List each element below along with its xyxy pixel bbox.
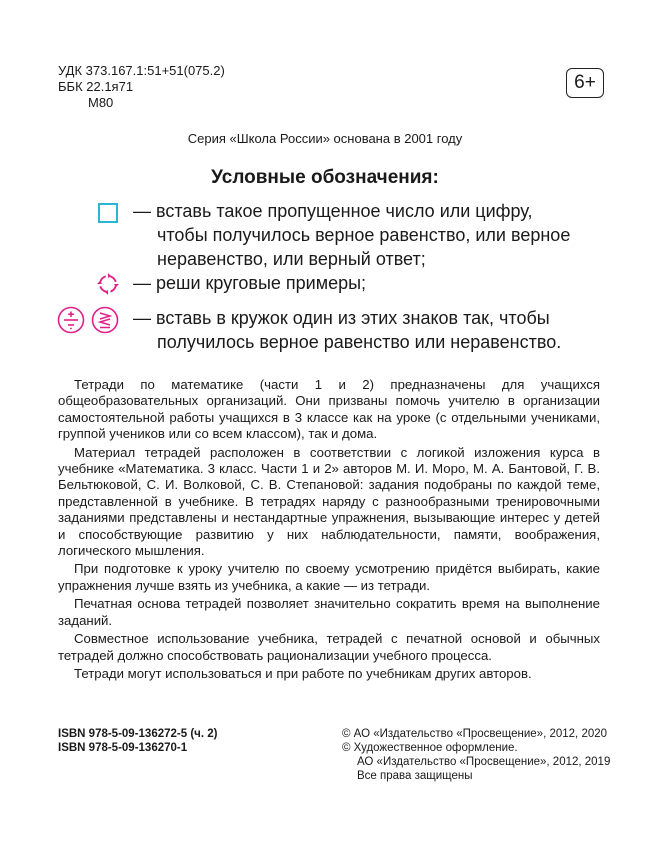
plus-minus-comparison-icon: [57, 306, 85, 334]
copyright-line: Все права защищены: [357, 770, 473, 782]
isbn-line: ISBN 978-5-09-136270-1: [58, 742, 188, 754]
paragraph: Тетради по математике (части 1 и 2) предназначены для учащихся общеобразовательных организаций. Они призваны помочь учителю в организации самостоятельной работы учащихся в 3 классе как на уроке (с отдельными учениками, группой учеников или со всем классом), так и дома.: [58, 377, 600, 442]
catalog-codes: [58, 63, 225, 111]
paragraph: Совместное использование учебника, тетрадей с печатной основой и обычных тетрадей должно способствовать рационализации учебного процесса.: [58, 631, 600, 663]
legend-title: Условные обозначения:: [211, 167, 439, 188]
bbk-code: ББК 22.1я71: [58, 79, 134, 94]
copyright-line: © Художественное оформление.: [342, 742, 518, 754]
paragraph: Тетради могут использоваться и при работе по учебникам других авторов.: [74, 665, 532, 681]
legend-line: — вставь в кружок один из этих знаков так, чтобы: [133, 308, 550, 328]
paragraph: Материал тетрадей расположен в соответствии с логикой изложения курса в учебнике «Математика. 3 класс. Части 1 и 2» авторов М. И. Моро, М. А. Бантовой, Г. В. Бельтюковой, С. И. Волковой, С. В. Степановой: задания подобраны по каждой теме, представленной в учебнике. В тетрадях наряду с разнообразными тренировочными заданиями представлены и нестандартные упражнения, вызывающие интерес у детей и способствующие развитию у них наблюдательности, памяти, воображения, логического мышления.: [58, 444, 600, 559]
author-code: М80: [88, 95, 114, 110]
paragraph: При подготовке к уроку учителю по своему усмотрению придётся выбирать, какие упражнения лучше взять из учебника, а какие — из тетради.: [58, 561, 600, 593]
paragraph: Печатная основа тетрадей позволяет значительно сократить время на выполнение заданий.: [58, 596, 600, 628]
legend-line: чтобы получилось верное равенство, или верное: [157, 225, 571, 245]
comparison-circles-icon: [91, 306, 119, 334]
age-rating-badge: 6+: [566, 68, 604, 98]
udk-code: УДК 373.167.1:51+51(075.2): [58, 63, 225, 78]
intro-text: [58, 377, 600, 684]
series-line: Серия «Школа России» основана в 2001 году: [187, 131, 463, 146]
isbn-line: ISBN 978-5-09-136272-5 (ч. 2): [58, 728, 218, 740]
copyright-block: [342, 727, 610, 783]
legend-line: — вставь такое пропущенное число или цифру,: [133, 201, 533, 221]
circular-arrows-icon: [96, 272, 120, 296]
copyright-line: © АО «Издательство «Просвещение», 2012, 2020: [342, 728, 608, 740]
legend-line: неравенство, или верный ответ;: [157, 249, 426, 269]
empty-square-icon: [98, 203, 118, 223]
legend-item-square: [133, 199, 603, 271]
legend-item-comparison: [133, 306, 603, 354]
legend-item-circular: [133, 271, 603, 295]
legend-line: — реши круговые примеры;: [133, 273, 367, 293]
copyright-line: АО «Издательство «Просвещение», 2012, 2019: [357, 756, 611, 768]
isbn-block: [58, 727, 217, 755]
legend-line: получилось верное равенство или неравенство.: [157, 332, 562, 352]
